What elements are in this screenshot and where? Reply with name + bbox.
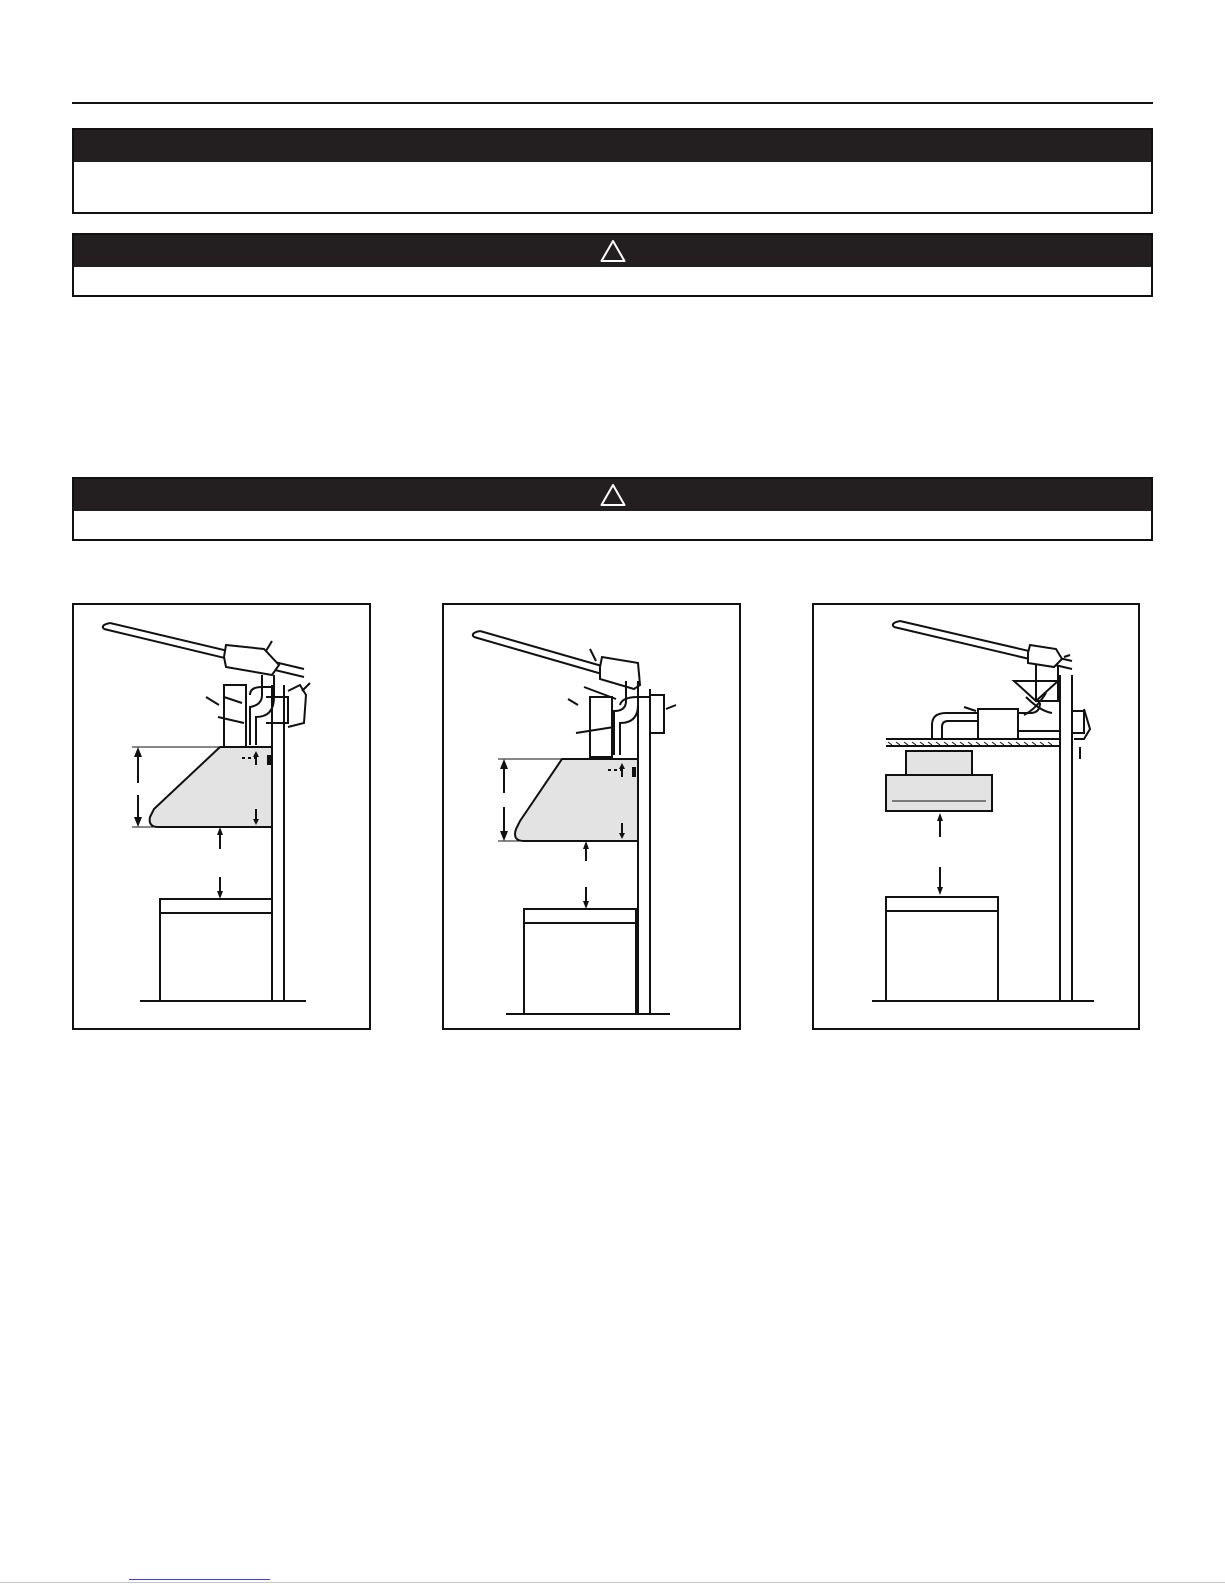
footer-link-underline[interactable] <box>129 1579 270 1580</box>
insert-hood-soffit-vent-figure <box>812 603 1140 1030</box>
wall-hood-wall-vent-figure <box>442 603 741 1030</box>
bottom-rule <box>0 1582 1225 1583</box>
roof-vent-diagram <box>74 605 369 1028</box>
warning-box-1-header <box>74 235 1151 267</box>
notice-box-header <box>74 130 1151 162</box>
warning-triangle-icon <box>600 239 626 263</box>
wall-vent-diagram <box>444 605 739 1028</box>
warning-box-2 <box>72 477 1153 541</box>
warning-box-2-header <box>74 479 1151 511</box>
soffit-vent-diagram <box>814 605 1138 1028</box>
notice-box <box>72 128 1153 214</box>
warning-triangle-icon <box>600 483 626 507</box>
top-rule <box>72 102 1153 104</box>
wall-hood-roof-vent-figure <box>72 603 371 1030</box>
warning-box-1 <box>72 233 1153 297</box>
